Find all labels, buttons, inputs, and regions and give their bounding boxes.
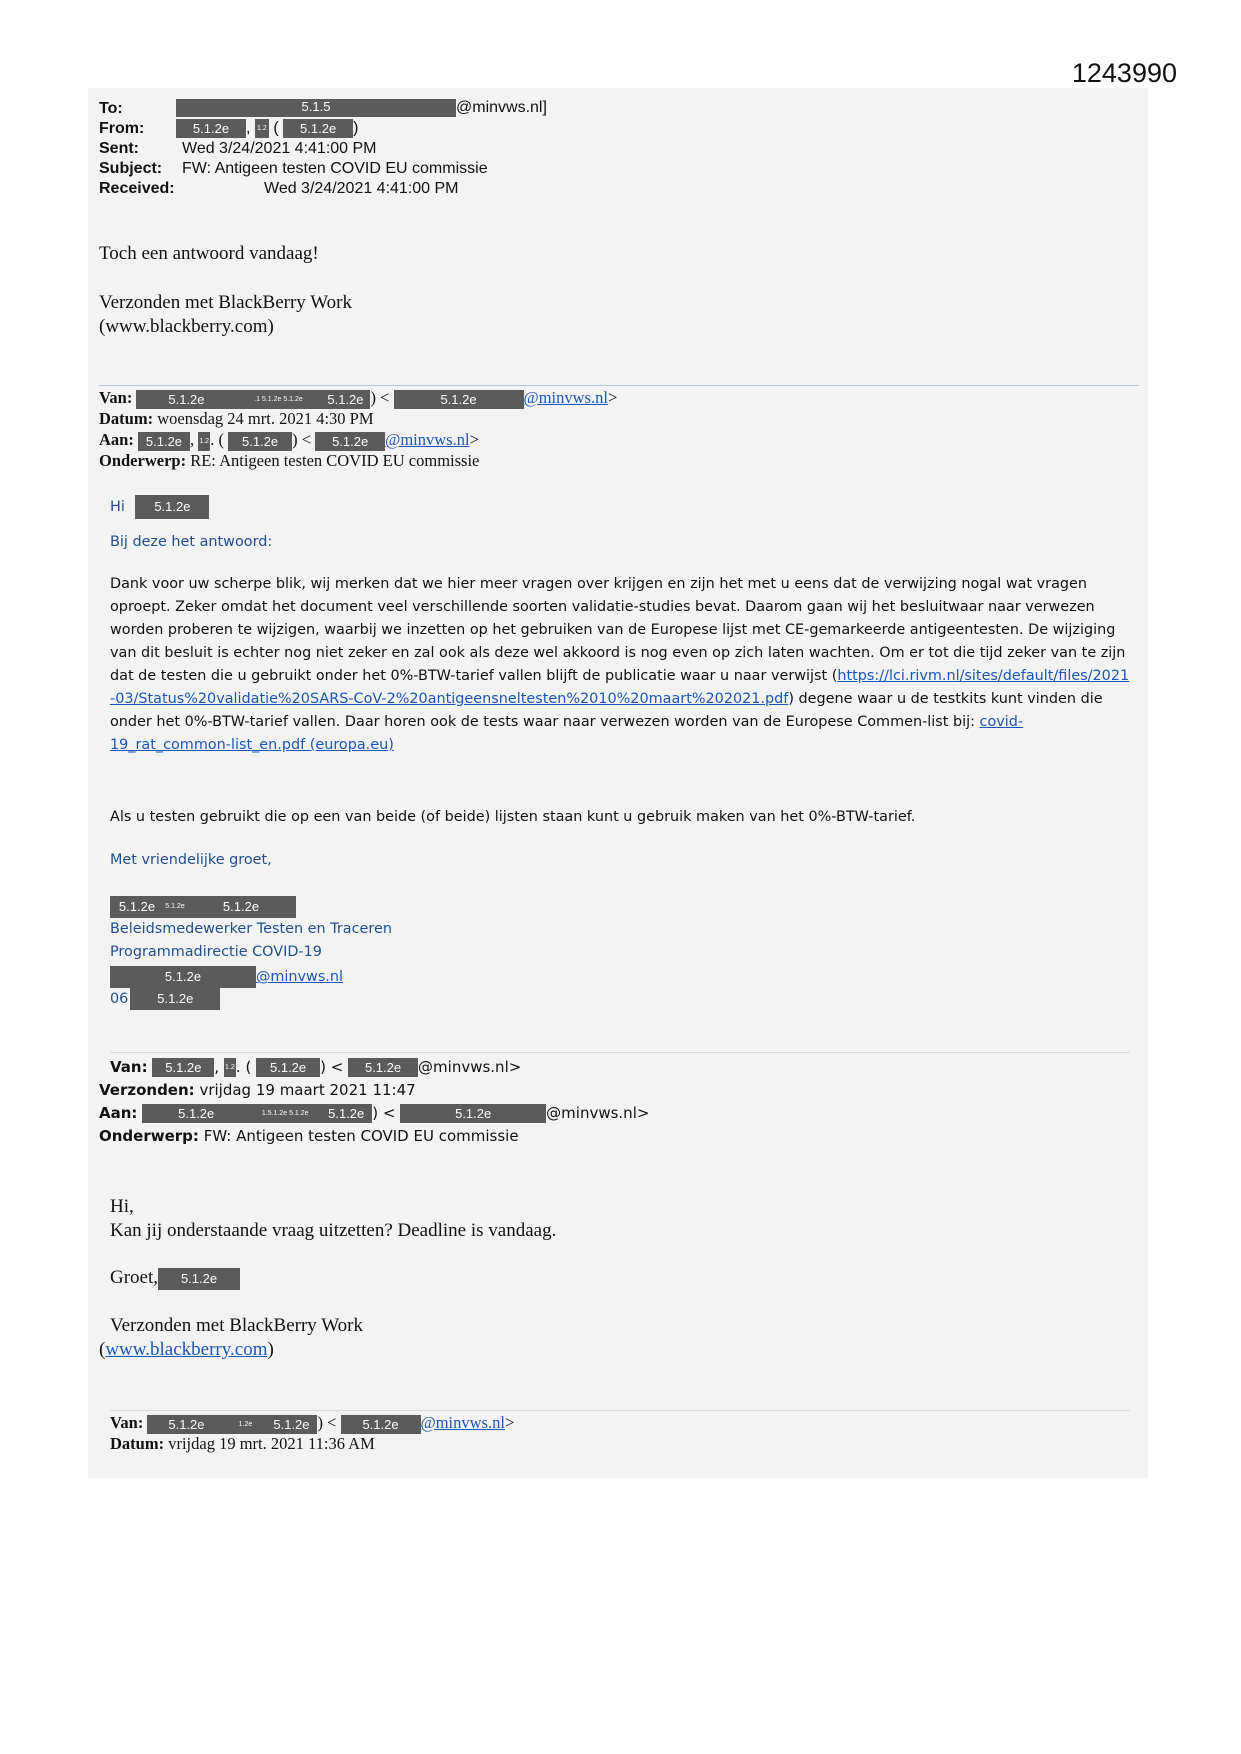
redaction: 1.2 <box>198 432 210 451</box>
redaction: 5.1.2e <box>186 896 296 918</box>
groet-text: Groet, <box>110 1267 159 1288</box>
van-label: Van: <box>99 388 133 407</box>
redaction: 5.1.2e <box>400 1104 546 1123</box>
message-line: Toch een antwoord vandaag! <box>99 243 319 264</box>
message-line: Kan jij onderstaande vraag uitzetten? Deadline is vandaag. <box>110 1220 557 1241</box>
signature-phone <box>110 988 220 1010</box>
message-line: Hi, <box>110 1196 134 1217</box>
phone-prefix: 06 <box>110 991 129 1007</box>
sent-value: Wed 3/24/2021 4:41:00 PM <box>182 140 377 157</box>
sent-label: Sent: <box>99 140 139 157</box>
reply-paragraph <box>110 573 1130 757</box>
greeting <box>110 495 209 519</box>
intro-line: Bij deze het antwoord: <box>110 534 273 550</box>
datum-value: vrijdag 19 mrt. 2021 11:36 AM <box>168 1434 375 1453</box>
aan-email: @minvws.nl> <box>546 1104 650 1122</box>
redaction: 5.1.2e <box>176 119 246 138</box>
signature-name <box>110 896 296 918</box>
message-line: (www.blackberry.com) <box>99 316 274 337</box>
document-number: 1243990 <box>1071 58 1177 88</box>
redaction: 1.5.1.2e 5.1.2e <box>250 1104 320 1123</box>
redaction: 5.1.2e <box>152 1058 214 1077</box>
verzonden-value: vrijdag 19 maart 2021 11:47 <box>199 1081 416 1099</box>
verzonden-row <box>99 1081 416 1099</box>
aan-row: Aan: 5.1.2e 1.5.1.2e 5.1.2e 5.1.2e ) < 5.1.2e @minvws.nl> <box>99 1104 650 1122</box>
redaction: 5.1.2e <box>348 1058 418 1077</box>
van-label: Van: <box>110 1413 144 1432</box>
to-suffix: @minvws.nl] <box>456 99 547 117</box>
bb-link-line: (www.blackberry.com) <box>99 1339 274 1360</box>
from-label: From: <box>99 120 145 137</box>
groet-line <box>110 1267 240 1290</box>
redaction: 5.1.2e <box>315 432 385 451</box>
redaction: 1.2 <box>224 1058 236 1077</box>
message-line: Verzonden met BlackBerry Work <box>110 1315 363 1336</box>
datum-row <box>110 1434 375 1454</box>
redaction: 5.1.2e <box>147 1415 225 1434</box>
redaction: 5.1.2e <box>130 988 220 1010</box>
message-line: Verzonden met BlackBerry Work <box>99 292 352 313</box>
datum-label: Datum: <box>99 409 154 428</box>
signature-role: Beleidsmedewerker Testen en Traceren <box>110 921 392 937</box>
subject-label: Subject: <box>99 160 163 177</box>
redaction: 5.1.2e <box>164 896 186 918</box>
redaction: 1.2e <box>225 1415 265 1434</box>
datum-value: woensdag 24 mrt. 2021 4:30 PM <box>157 409 374 428</box>
received-value: Wed 3/24/2021 4:41:00 PM <box>264 180 459 197</box>
rivm-link[interactable]: https://lci.rivm.nl/sites/default/files/2021-03/Status%20validatie%20SARS-CoV-2%20antigeensneltesten%2010%20maart%202021.pdf <box>110 668 1130 707</box>
redaction: 5.1.2e <box>142 1104 250 1123</box>
redaction: 5.1.2e <box>256 1058 320 1077</box>
to-value <box>176 99 547 117</box>
paragraph-text: Dank voor uw scherpe blik, wij merken dat we hier meer vragen over krijgen en zijn het met u eens dat de verwijzing nogal wat vragen oproept. Zeker omdat het document veel verschillende soorten validatie-studies bevat. Daarom gaan wij het besluitwaar naar verwezen worden proberen te wijzigen, waarbij we inzetten op het gebruiken van de Europese lijst met CE-gemarkeerde antigeentesten. De wijziging van dit besluit is echter nog niet zeker en zal ook als deze wel akkoord is nog even op zich laten wachten. Om er tot die tijd zeker van te zijn dat de testen die u gebruikt onder het 0%-BTW-tarief vallen blijft de publicatie waar u naar verwijst ( <box>110 576 1126 684</box>
separator <box>110 1052 1130 1053</box>
separator <box>99 385 1139 386</box>
onderwerp-row <box>99 1127 519 1145</box>
datum-label: Datum: <box>110 1434 165 1453</box>
onderwerp-row <box>99 451 479 471</box>
van-email: @minvws.nl> <box>418 1058 522 1076</box>
onderwerp-value: FW: Antigeen testen COVID EU commissie <box>203 1127 519 1145</box>
redaction: 5.1.2e <box>265 1415 317 1434</box>
redaction: 5.1.2e <box>110 966 256 988</box>
email-link[interactable]: @minvws.nl <box>256 969 344 985</box>
onderwerp-label: Onderwerp: <box>99 1127 199 1145</box>
reply-paragraph-2: Als u testen gebruikt die op een van beide (of beide) lijsten staan kunt u gebruik maken van het 0%-BTW-tarief. <box>110 809 916 825</box>
van-row: Van: 5.1.2e , 1.2. ( 5.1.2e ) < 5.1.2e @minvws.nl> <box>110 1058 522 1076</box>
aan-email[interactable]: @minvws.nl <box>385 430 470 449</box>
redaction: 5.1.2e <box>158 1268 240 1290</box>
redaction: 5.1.2e <box>341 1415 421 1434</box>
redaction: 5.1.2e <box>228 432 292 451</box>
datum-row <box>99 409 374 429</box>
redaction: 5.1.2e <box>136 390 236 409</box>
blackberry-link[interactable]: www.blackberry.com <box>105 1339 268 1360</box>
redaction: 1.2 <box>255 119 269 138</box>
redaction: 5.1.2e <box>138 432 190 451</box>
aan-label: Aan: <box>99 1104 138 1122</box>
redaction: 5.1.5 <box>176 99 456 117</box>
separator <box>110 1410 1130 1411</box>
van-label: Van: <box>110 1058 148 1076</box>
van-email[interactable]: @minvws.nl <box>420 1413 505 1432</box>
redaction: 5.1.2e <box>394 390 524 409</box>
redaction: 5.1.2e <box>320 390 370 409</box>
hi-label: Hi <box>110 499 125 515</box>
subject-value: FW: Antigeen testen COVID EU commissie <box>182 160 488 177</box>
onderwerp-label: Onderwerp: <box>99 451 187 470</box>
closing: Met vriendelijke groet, <box>110 852 272 868</box>
redaction: 5.1.2e <box>283 119 353 138</box>
van-row: Van: 5.1.2e .1 5.1.2e 5.1.2e 5.1.2e ) < 5.1.2e @minvws.nl> <box>99 388 618 407</box>
europa-link[interactable]: covid-19_rat_common-list_en.pdf (europa.eu) <box>110 714 1024 753</box>
redaction: 5.1.2e <box>110 896 164 918</box>
redaction: .1 5.1.2e 5.1.2e <box>236 390 320 409</box>
redaction: 5.1.2e <box>320 1104 372 1123</box>
redaction: 5.1.2e <box>135 495 209 519</box>
onderwerp-value: RE: Antigeen testen COVID EU commissie <box>190 451 480 470</box>
signature-dept: Programmadirectie COVID-19 <box>110 944 322 960</box>
van-email[interactable]: @minvws.nl <box>523 388 608 407</box>
to-label: To: <box>99 100 123 117</box>
signature-email <box>110 966 343 988</box>
from-value: 5.1.2e , 1.2 ( 5.1.2e ) <box>176 119 358 138</box>
received-label: Received: <box>99 180 175 197</box>
aan-label: Aan: <box>99 430 134 449</box>
aan-row: Aan: 5.1.2e , 1.2. ( 5.1.2e ) < 5.1.2e @minvws.nl> <box>99 430 479 449</box>
paragraph-text: ) degene waar u de testkits kunt vinden die onder het 0%-BTW-tarief vallen. Daar horen ook de tests waar naar verwezen worden van de Europese Commen-list bij: <box>110 691 1103 730</box>
verzonden-label: Verzonden: <box>99 1081 195 1099</box>
van-row: Van: 5.1.2e 1.2e 5.1.2e ) < 5.1.2e @minvws.nl> <box>110 1413 515 1432</box>
